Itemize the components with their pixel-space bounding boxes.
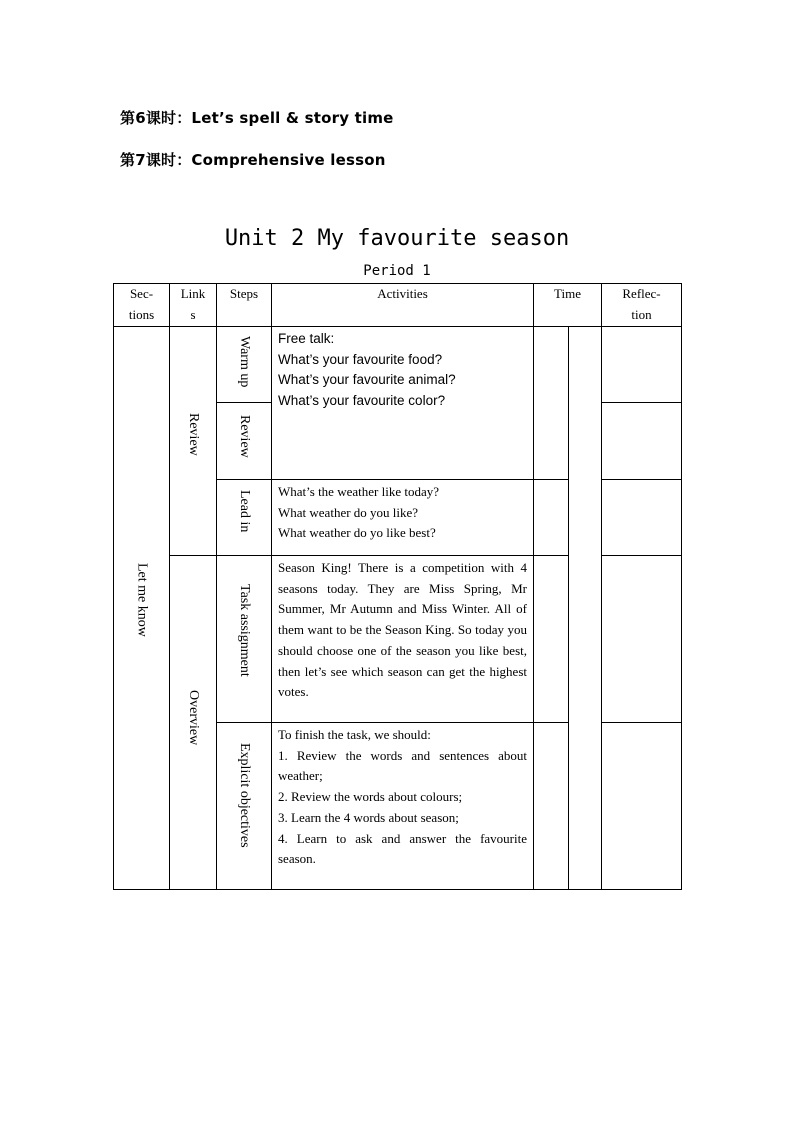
header-activities: Activities xyxy=(272,284,534,327)
header-sections-text: Sec- tions xyxy=(128,286,155,322)
step-cell-lead-in xyxy=(217,480,272,556)
activity-line: What’s your favourite food? xyxy=(278,351,443,367)
header-steps: Steps xyxy=(217,284,272,327)
reflection-cell xyxy=(602,556,682,723)
activity-text: Season King! There is a competition with 4 seasons today. They are Miss Spring, Mr Summer, Mr Autumn and Miss Winter. All of them want to be the Season King. So today you should choose one of the season you like best, then let’s see which season can get the highest votes. xyxy=(278,560,527,700)
link-label-review: Review xyxy=(186,413,201,456)
activity-task-assignment xyxy=(272,556,534,723)
reflection-cell xyxy=(602,327,682,403)
activity-line: 4. Learn to ask and answer the favourite season. xyxy=(278,830,527,867)
step-label-task-assignment: Task assignment xyxy=(237,584,252,677)
activity-line: What’s your favourite animal? xyxy=(278,372,456,388)
step-label-review: Review xyxy=(237,415,252,458)
activity-line: To finish the task, we should: xyxy=(278,727,431,742)
link-cell-overview xyxy=(170,556,217,890)
step-label-explicit-objectives: Explicit objectives xyxy=(237,743,252,848)
activity-explicit-objectives xyxy=(272,723,534,890)
reflection-cell xyxy=(602,723,682,890)
activity-warm-review xyxy=(272,327,534,480)
lesson-7-line: 第7课时：Comprehensive lesson xyxy=(120,151,386,169)
activity-line: 1. Review the words and sentences about weather; xyxy=(278,747,527,784)
activity-line: What weather do you like? xyxy=(278,504,419,520)
activity-line: What’s your favourite color? xyxy=(278,393,446,409)
activity-line: 2. Review the words about colours; xyxy=(278,789,463,805)
period-label: Period 1 xyxy=(363,263,431,279)
header-row xyxy=(114,284,682,327)
reflection-cell xyxy=(602,403,682,480)
section-cell xyxy=(114,327,170,890)
header-reflection xyxy=(602,284,682,327)
activity-line: What weather do yo like best? xyxy=(278,525,436,541)
step-cell-review xyxy=(217,403,272,480)
time-cell-extra xyxy=(569,327,602,890)
header-links xyxy=(170,284,217,327)
row-warm-up xyxy=(114,327,682,403)
activity-line: What’s the weather like today? xyxy=(278,484,439,499)
header-time: Time xyxy=(534,284,602,327)
header-sections xyxy=(114,284,170,327)
activity-line: Free talk: xyxy=(278,331,335,346)
step-label-lead-in: Lead in xyxy=(237,490,252,533)
reflection-cell xyxy=(602,480,682,556)
activity-lead-in xyxy=(272,480,534,556)
header-reflection-text: Reflec- tion xyxy=(622,286,661,322)
link-cell-review xyxy=(170,327,217,556)
time-cell xyxy=(534,327,569,480)
time-cell xyxy=(534,480,569,556)
section-label: Let me know xyxy=(134,563,150,637)
step-cell-explicit-objectives xyxy=(217,723,272,890)
time-cell xyxy=(534,723,569,890)
header-links-text: Link s xyxy=(180,286,206,322)
activity-line: 3. Learn the 4 words about season; xyxy=(278,809,459,825)
step-label-warm-up: Warm up xyxy=(237,336,252,388)
step-cell-warm-up xyxy=(217,327,272,403)
time-cell xyxy=(534,556,569,723)
lesson-plan-table xyxy=(113,283,682,890)
link-label-overview: Overview xyxy=(186,690,201,746)
unit-title: Unit 2 My favourite season xyxy=(224,226,570,251)
step-cell-task-assignment xyxy=(217,556,272,723)
lesson-6-line: 第6课时：Let’s spell & story time xyxy=(120,109,394,127)
